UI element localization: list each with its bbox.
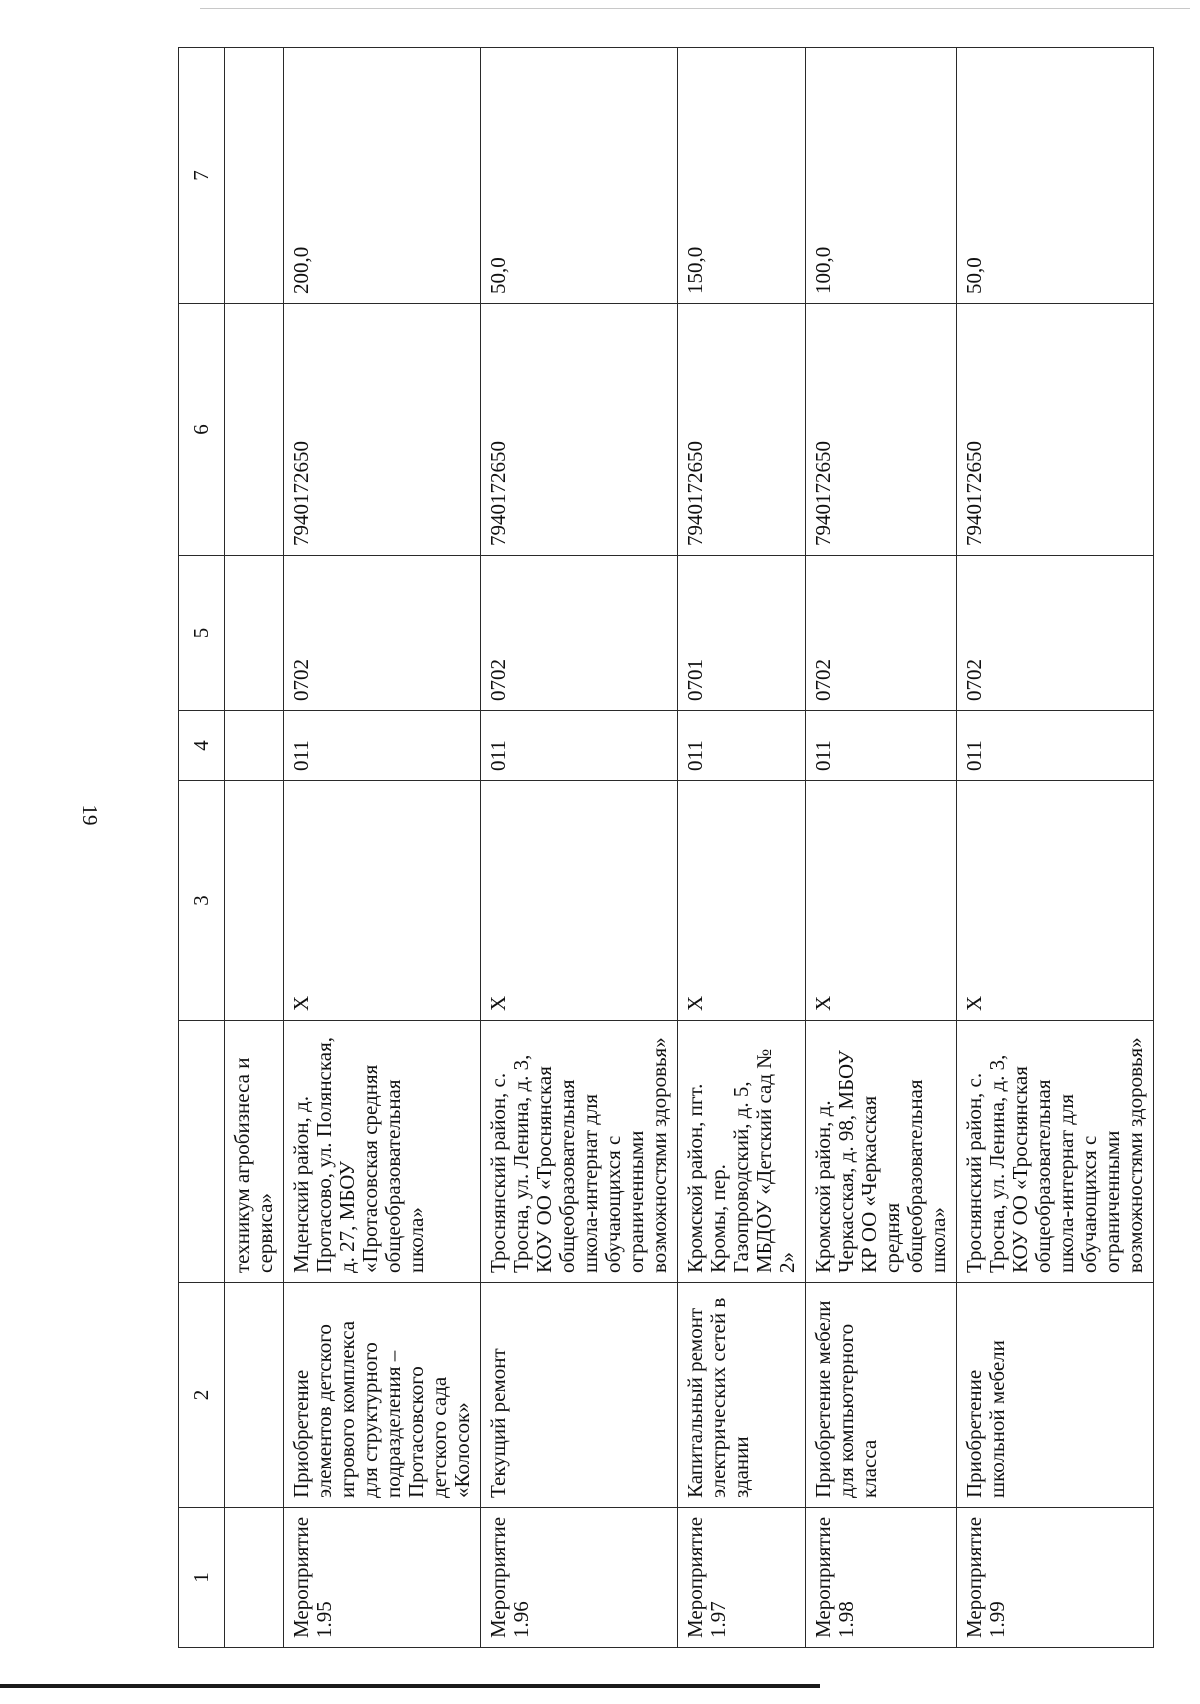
measure-name: Приобретение мебели для компьютерного класса xyxy=(806,1283,957,1508)
header-cell-4: 4 xyxy=(179,711,225,781)
measure-address: Мценский район, д. Протасово, ул. Полянская, д. 27, МБОУ «Протасовская средняя общеобразовательная школа» xyxy=(284,1021,481,1283)
measure-col7: 50,0 xyxy=(957,48,1154,304)
budget-measures-table xyxy=(178,47,1154,1648)
measure-id: Мероприятие 1.99 xyxy=(957,1508,1154,1648)
header-cell-7: 7 xyxy=(179,48,225,304)
cont-cell-2 xyxy=(225,1283,284,1508)
measure-mark: Х xyxy=(806,781,957,1021)
measure-col7: 150,0 xyxy=(678,48,806,304)
table-row xyxy=(957,48,1154,1648)
header-cell-5: 5 xyxy=(179,556,225,711)
scan-artifact-top-line xyxy=(200,8,1190,9)
measure-name: Приобретение школьной мебели xyxy=(957,1283,1154,1508)
measure-name: Капитальный ремонт электрических сетей в здании xyxy=(678,1283,806,1508)
measure-col6: 7940172650 xyxy=(481,304,678,556)
measure-address: Кромской район, д. Черкасская, д. 98, МБОУ КР ОО «Черкасская средняя общеобразовательная школа» xyxy=(806,1021,957,1283)
measure-col4: 011 xyxy=(284,711,481,781)
table-row xyxy=(481,48,678,1648)
measure-col6: 7940172650 xyxy=(678,304,806,556)
measure-col4: 011 xyxy=(481,711,678,781)
measure-col4: 011 xyxy=(678,711,806,781)
table-row xyxy=(284,48,481,1648)
measure-address: Кромской район, пгт. Кромы, пер. Газопроводский, д. 5, МБДОУ «Детский сад № 2» xyxy=(678,1021,806,1283)
cont-cell-3 xyxy=(225,781,284,1021)
measure-mark: Х xyxy=(678,781,806,1021)
cont-address: техникум агробизнеса и сервиса» xyxy=(225,1021,284,1283)
page-number: 19 xyxy=(78,804,102,826)
cont-cell-6 xyxy=(225,304,284,556)
measure-mark: Х xyxy=(957,781,1154,1021)
measure-address: Троснянский район, с. Тросна, ул. Ленина, д. 3, КОУ ОО «Троснянская общеобразовательная школа-интернат для обучающихся с ограниченными возможностями здоровья» xyxy=(957,1021,1154,1283)
measure-col6: 7940172650 xyxy=(957,304,1154,556)
measure-col4: 011 xyxy=(957,711,1154,781)
table-row xyxy=(678,48,806,1648)
continuation-row xyxy=(225,48,284,1648)
scan-artifact-bottom-edge xyxy=(0,1684,820,1688)
measure-name: Текущий ремонт xyxy=(481,1283,678,1508)
measure-col7: 100,0 xyxy=(806,48,957,304)
header-cell-2b xyxy=(179,1021,225,1283)
measure-col5: 0701 xyxy=(678,556,806,711)
measure-name: Приобретение элементов детского игрового комплекса для структурного подразделения – Протасовского детского сада «Колосок» xyxy=(284,1283,481,1508)
measure-col6: 7940172650 xyxy=(806,304,957,556)
measure-id: Мероприятие 1.97 xyxy=(678,1508,806,1648)
measure-address: Троснянский район, с. Тросна, ул. Ленина, д. 3, КОУ ОО «Троснянская общеобразовательная школа-интернат для обучающихся с ограниченными возможностями здоровья» xyxy=(481,1021,678,1283)
cont-cell-5 xyxy=(225,556,284,711)
rotated-table-container xyxy=(178,48,1147,1648)
measure-id: Мероприятие 1.98 xyxy=(806,1508,957,1648)
cont-cell-4 xyxy=(225,711,284,781)
header-row xyxy=(179,48,225,1648)
measure-mark: Х xyxy=(284,781,481,1021)
measure-col4: 011 xyxy=(806,711,957,781)
header-cell-1: 1 xyxy=(179,1508,225,1648)
header-cell-6: 6 xyxy=(179,304,225,556)
measure-mark: Х xyxy=(481,781,678,1021)
measure-col6: 7940172650 xyxy=(284,304,481,556)
measure-col7: 50,0 xyxy=(481,48,678,304)
measure-col5: 0702 xyxy=(481,556,678,711)
measure-col7: 200,0 xyxy=(284,48,481,304)
cont-cell-1 xyxy=(225,1508,284,1648)
header-cell-2a: 2 xyxy=(179,1283,225,1508)
measure-col5: 0702 xyxy=(806,556,957,711)
measure-col5: 0702 xyxy=(957,556,1154,711)
measure-id: Мероприятие 1.96 xyxy=(481,1508,678,1648)
table-row xyxy=(806,48,957,1648)
header-cell-3: 3 xyxy=(179,781,225,1021)
cont-cell-7 xyxy=(225,48,284,304)
measure-id: Мероприятие 1.95 xyxy=(284,1508,481,1648)
measure-col5: 0702 xyxy=(284,556,481,711)
